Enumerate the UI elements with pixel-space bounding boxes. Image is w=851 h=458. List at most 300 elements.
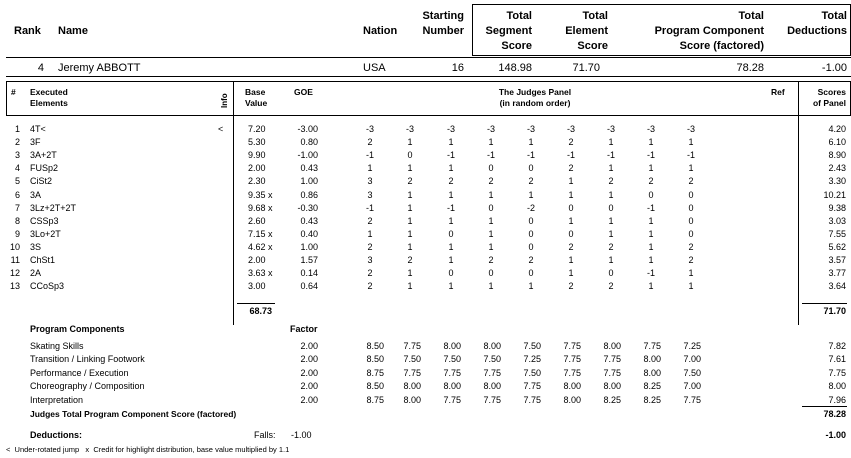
element-score: 3.77 bbox=[828, 268, 846, 279]
judge-score: 1 bbox=[488, 215, 494, 226]
element-base-value: 9.68 x bbox=[248, 202, 273, 213]
element-base-value: 2.00 bbox=[248, 163, 266, 174]
judge-score: 0 bbox=[528, 228, 534, 239]
component-judge-score: 7.75 bbox=[443, 367, 461, 378]
component-judge-score: 7.25 bbox=[523, 354, 541, 365]
component-judge-score: 8.00 bbox=[483, 381, 501, 392]
judge-score: -1 bbox=[686, 150, 695, 161]
element-info: < bbox=[218, 124, 224, 134]
component-factor: 2.00 bbox=[300, 367, 318, 378]
legend: < Under-rotated jump x Credit for highlight distribution, base value multiplied by 1.1 bbox=[6, 445, 290, 454]
element-number: 13 bbox=[9, 281, 20, 292]
component-judge-score: 7.50 bbox=[483, 354, 501, 365]
component-judge-score: 8.00 bbox=[403, 394, 421, 405]
component-judge-score: 8.25 bbox=[603, 394, 621, 405]
component-judge-score: 7.50 bbox=[403, 354, 421, 365]
judge-score: 2 bbox=[608, 176, 614, 187]
judge-score: 1 bbox=[648, 255, 654, 265]
judge-score: -1 bbox=[365, 150, 374, 161]
component-judge-score: 8.25 bbox=[643, 394, 661, 405]
element-score: 9.38 bbox=[828, 202, 846, 213]
judge-score: -1 bbox=[486, 150, 495, 161]
elements-header-divider-2 bbox=[798, 81, 799, 116]
component-judge-score: 8.00 bbox=[443, 341, 461, 351]
judge-score: -1 bbox=[566, 150, 575, 161]
component-factor: 2.00 bbox=[300, 341, 318, 351]
deductions-label: Deductions: bbox=[30, 430, 83, 440]
component-judge-score: 8.75 bbox=[366, 394, 384, 405]
element-name: 3S bbox=[30, 241, 42, 252]
component-judge-score: 7.75 bbox=[443, 394, 461, 405]
skater-row-bottom-line bbox=[6, 76, 851, 77]
component-judge-score: 7.75 bbox=[603, 367, 621, 378]
judge-score: 1 bbox=[367, 163, 373, 174]
component-judge-score: 7.25 bbox=[683, 341, 701, 351]
element-base-value: 9.90 bbox=[248, 150, 266, 161]
nation-header: Nation bbox=[363, 25, 398, 37]
component-name: Skating Skills bbox=[30, 341, 84, 351]
element-number: 11 bbox=[10, 255, 20, 265]
judge-score: -1 bbox=[365, 202, 374, 213]
element-goe: 0.80 bbox=[300, 137, 318, 148]
judge-score: 1 bbox=[568, 268, 574, 279]
component-score: 7.75 bbox=[828, 367, 846, 378]
elements-header-box bbox=[6, 81, 851, 116]
component-judge-score: 7.75 bbox=[683, 394, 701, 405]
judge-score: 1 bbox=[528, 137, 534, 148]
component-judge-score: 7.50 bbox=[523, 367, 541, 378]
judge-score: 1 bbox=[407, 137, 413, 148]
element-number: 9 bbox=[14, 228, 20, 239]
element-score: 2.43 bbox=[828, 163, 846, 174]
element-score: 5.62 bbox=[828, 241, 846, 252]
skater-row-top-line bbox=[6, 57, 851, 58]
judge-score: 1 bbox=[407, 202, 413, 213]
element-number: 12 bbox=[9, 268, 20, 279]
name-header: Name bbox=[58, 25, 88, 37]
ded-header-1: Total bbox=[821, 10, 847, 22]
element-number: 2 bbox=[14, 137, 20, 148]
element-name: 3Lz+2T+2T bbox=[30, 202, 77, 213]
judge-score: 1 bbox=[407, 241, 413, 252]
element-goe: -1.00 bbox=[297, 150, 318, 161]
judge-score: 1 bbox=[448, 215, 454, 226]
judge-score: 2 bbox=[688, 176, 694, 187]
component-name: Interpretation bbox=[30, 394, 84, 405]
element-goe: 0.64 bbox=[300, 281, 318, 292]
component-judge-score: 8.00 bbox=[563, 394, 581, 405]
component-judge-score: 8.00 bbox=[443, 381, 461, 392]
element-number: 7 bbox=[14, 202, 20, 213]
elements-total-score: 71.70 bbox=[823, 306, 846, 316]
judge-score: 1 bbox=[648, 241, 654, 252]
component-judge-score: 7.75 bbox=[563, 367, 581, 378]
element-name: FUSp2 bbox=[30, 163, 59, 174]
element-name: 2A bbox=[30, 268, 42, 279]
element-name: 3A+2T bbox=[30, 150, 57, 161]
judge-score: 2 bbox=[568, 163, 574, 174]
component-factor: 2.00 bbox=[300, 394, 318, 405]
element-name: ChSt1 bbox=[30, 255, 56, 265]
element-number: 1 bbox=[14, 124, 20, 134]
judge-score: 0 bbox=[568, 228, 574, 239]
component-judge-score: 8.25 bbox=[643, 381, 661, 392]
component-score: 7.61 bbox=[828, 354, 846, 365]
pcs-total-line bbox=[802, 406, 847, 407]
judge-score: 2 bbox=[688, 241, 694, 252]
num-header: # bbox=[11, 87, 16, 97]
tes-header-1: Total bbox=[582, 10, 608, 22]
component-judge-score: 7.75 bbox=[483, 394, 501, 405]
judge-score: 1 bbox=[448, 255, 454, 265]
judge-score: 0 bbox=[528, 241, 534, 252]
judge-score: 1 bbox=[488, 189, 494, 200]
component-judge-score: 7.75 bbox=[603, 354, 621, 365]
deductions-total: -1.00 bbox=[825, 430, 846, 440]
component-judge-score: 7.75 bbox=[523, 394, 541, 405]
element-name: 3F bbox=[30, 137, 41, 148]
ref-header: Ref bbox=[771, 87, 785, 97]
skater-start: 16 bbox=[451, 62, 464, 74]
component-judge-score: 7.50 bbox=[443, 354, 461, 365]
judge-score: 2 bbox=[448, 176, 454, 187]
judge-score: 1 bbox=[407, 189, 413, 200]
component-judge-score: 8.00 bbox=[603, 341, 621, 351]
judge-score: 0 bbox=[568, 202, 574, 213]
element-score: 3.30 bbox=[828, 176, 846, 187]
component-factor: 2.00 bbox=[300, 354, 318, 365]
element-name: 3A bbox=[30, 189, 42, 200]
judge-score: 3 bbox=[367, 189, 373, 200]
element-base-value: 7.15 x bbox=[248, 228, 273, 239]
judge-score: 0 bbox=[528, 268, 534, 279]
judge-score: 1 bbox=[488, 241, 494, 252]
component-judge-score: 7.75 bbox=[403, 367, 421, 378]
element-base-value: 4.62 x bbox=[248, 241, 273, 252]
judge-score: 2 bbox=[568, 241, 574, 252]
judge-score: 1 bbox=[448, 241, 454, 252]
skater-tes: 71.70 bbox=[572, 62, 600, 74]
tes-header-2: Element bbox=[565, 25, 608, 37]
element-name: CSSp3 bbox=[30, 215, 59, 226]
component-judge-score: 8.50 bbox=[366, 381, 384, 392]
judge-score: 1 bbox=[688, 163, 694, 174]
judge-score: 2 bbox=[407, 176, 413, 187]
bv-total-line bbox=[237, 303, 275, 304]
falls-label: Falls: bbox=[254, 430, 276, 440]
component-judge-score: 7.75 bbox=[523, 381, 541, 392]
tes-header-3: Score bbox=[577, 40, 608, 52]
pcs-header-2: Program Component bbox=[654, 25, 764, 37]
element-base-value: 9.35 x bbox=[248, 189, 273, 200]
exec-header-1: Executed bbox=[30, 87, 68, 97]
rank-header: Rank bbox=[14, 25, 41, 37]
element-score: 3.64 bbox=[828, 281, 846, 292]
judge-score: 1 bbox=[407, 228, 413, 239]
judge-score: 1 bbox=[528, 281, 534, 292]
tss-header-1: Total bbox=[506, 10, 532, 22]
judge-score: 2 bbox=[488, 176, 494, 187]
judge-score: 0 bbox=[688, 189, 694, 200]
component-judge-score: 7.75 bbox=[563, 354, 581, 365]
judge-score: 2 bbox=[648, 176, 654, 187]
judge-score: 2 bbox=[367, 137, 373, 148]
element-goe: -3.00 bbox=[297, 124, 318, 134]
judge-score: -1 bbox=[446, 150, 455, 161]
judge-score: 0 bbox=[528, 215, 534, 226]
component-score: 8.00 bbox=[828, 381, 846, 392]
judge-score: -1 bbox=[646, 268, 655, 279]
element-base-value: 3.63 x bbox=[248, 268, 273, 279]
skater-nation: USA bbox=[363, 62, 386, 74]
judge-score: 1 bbox=[648, 163, 654, 174]
judge-score: 1 bbox=[648, 137, 654, 148]
component-judge-score: 8.00 bbox=[563, 381, 581, 392]
exec-header-2: Elements bbox=[30, 98, 68, 108]
element-name: 3Lo+2T bbox=[30, 228, 61, 239]
judge-score: 1 bbox=[407, 268, 413, 279]
judge-score: 2 bbox=[608, 281, 614, 292]
tss-header-3: Score bbox=[501, 40, 532, 52]
element-goe: 1.00 bbox=[300, 241, 318, 252]
elements-header-divider-1 bbox=[233, 81, 234, 116]
element-number: 10 bbox=[9, 241, 20, 252]
judge-score: 0 bbox=[608, 202, 614, 213]
component-judge-score: 7.75 bbox=[403, 341, 421, 351]
judge-score: 0 bbox=[608, 268, 614, 279]
skater-tss: 148.98 bbox=[498, 62, 532, 74]
judge-score: 1 bbox=[448, 281, 454, 292]
judge-score: 1 bbox=[407, 215, 413, 226]
judge-score: -3 bbox=[566, 124, 575, 134]
judge-score: 1 bbox=[608, 189, 614, 200]
judge-score: -1 bbox=[646, 150, 655, 161]
judge-score: -3 bbox=[486, 124, 495, 134]
judge-score: 1 bbox=[568, 255, 574, 265]
judge-score: 1 bbox=[528, 189, 534, 200]
element-goe: -0.30 bbox=[297, 202, 318, 213]
component-judge-score: 8.50 bbox=[366, 341, 384, 351]
panel-header-1: The Judges Panel bbox=[498, 87, 572, 97]
starting-header-1: Starting bbox=[422, 10, 464, 22]
skater-name: Jeremy ABBOTT bbox=[58, 62, 141, 74]
judge-score: 2 bbox=[367, 268, 373, 279]
judge-score: 1 bbox=[488, 228, 494, 239]
element-base-value: 5.30 bbox=[248, 137, 266, 148]
judge-score: 0 bbox=[488, 163, 494, 174]
judge-score: -3 bbox=[446, 124, 455, 134]
judge-score: 2 bbox=[568, 137, 574, 148]
component-judge-score: 8.75 bbox=[366, 367, 384, 378]
component-judge-score: 8.00 bbox=[643, 367, 661, 378]
judge-score: 0 bbox=[448, 268, 454, 279]
judge-score: -3 bbox=[686, 124, 695, 134]
judge-score: 3 bbox=[367, 255, 373, 265]
judge-score: 1 bbox=[688, 137, 694, 148]
judge-score: 1 bbox=[448, 189, 454, 200]
element-name: 4T< bbox=[30, 124, 46, 134]
element-score: 7.55 bbox=[828, 228, 846, 239]
component-score: 7.82 bbox=[828, 341, 846, 351]
judge-score: 1 bbox=[488, 281, 494, 292]
pcs-total-label: Judges Total Program Component Score (factored) bbox=[30, 409, 237, 419]
element-base-value: 3.00 bbox=[248, 281, 266, 292]
judge-score: -3 bbox=[405, 124, 414, 134]
judge-score: 1 bbox=[407, 163, 413, 174]
component-judge-score: 8.00 bbox=[643, 354, 661, 365]
judge-score: 0 bbox=[688, 215, 694, 226]
element-goe: 1.00 bbox=[300, 176, 318, 187]
judge-score: -3 bbox=[526, 124, 535, 134]
judge-score: -1 bbox=[526, 150, 535, 161]
component-judge-score: 7.75 bbox=[563, 341, 581, 351]
component-judge-score: 7.00 bbox=[683, 354, 701, 365]
judge-score: 0 bbox=[488, 268, 494, 279]
component-judge-score: 8.50 bbox=[366, 354, 384, 365]
component-judge-score: 8.00 bbox=[483, 341, 501, 351]
judge-score: 2 bbox=[488, 255, 494, 265]
component-judge-score: 7.00 bbox=[683, 381, 701, 392]
element-score: 10.21 bbox=[823, 189, 846, 200]
judge-score: 1 bbox=[608, 163, 614, 174]
element-goe: 0.86 bbox=[300, 189, 318, 200]
info-header: Info bbox=[220, 93, 229, 108]
judge-score: -1 bbox=[646, 202, 655, 213]
judge-score: -3 bbox=[606, 124, 615, 134]
judge-score: 1 bbox=[608, 255, 614, 265]
judge-score: 0 bbox=[407, 150, 413, 161]
judge-score: 1 bbox=[448, 137, 454, 148]
judge-score: 1 bbox=[648, 281, 654, 292]
element-base-value: 2.00 bbox=[248, 255, 266, 265]
elements-body-divider-1 bbox=[233, 116, 234, 325]
scores-header-1: Scores bbox=[817, 87, 846, 97]
judge-score: 2 bbox=[367, 215, 373, 226]
pcs-header-1: Total bbox=[738, 10, 764, 22]
judge-score: 1 bbox=[568, 189, 574, 200]
judge-score: -3 bbox=[365, 124, 374, 134]
component-score: 7.96 bbox=[828, 394, 846, 405]
judge-score: 1 bbox=[488, 137, 494, 148]
judge-score: 2 bbox=[367, 281, 373, 292]
judge-score: 2 bbox=[608, 241, 614, 252]
judge-score: 0 bbox=[688, 228, 694, 239]
judge-score: 1 bbox=[608, 215, 614, 226]
elements-total-bv: 68.73 bbox=[249, 306, 272, 316]
component-judge-score: 8.00 bbox=[403, 381, 421, 392]
starting-header-2: Number bbox=[422, 25, 464, 37]
judge-score: 1 bbox=[568, 176, 574, 187]
component-judge-score: 8.00 bbox=[603, 381, 621, 392]
judge-score: 1 bbox=[648, 215, 654, 226]
component-factor: 2.00 bbox=[300, 381, 318, 392]
judge-score: 1 bbox=[608, 228, 614, 239]
element-score: 4.20 bbox=[828, 124, 846, 134]
pcs-total: 78.28 bbox=[823, 409, 846, 419]
component-name: Transition / Linking Footwork bbox=[30, 354, 145, 365]
element-goe: 0.43 bbox=[300, 163, 318, 174]
element-goe: 0.43 bbox=[300, 215, 318, 226]
panel-header-2: (in random order) bbox=[499, 98, 571, 108]
element-goe: 1.57 bbox=[300, 255, 318, 265]
judge-score: 0 bbox=[448, 228, 454, 239]
judge-score: 2 bbox=[407, 255, 413, 265]
judge-score: 1 bbox=[568, 215, 574, 226]
falls-value: -1.00 bbox=[291, 430, 312, 440]
element-number: 3 bbox=[14, 150, 20, 161]
judge-score: 2 bbox=[528, 176, 534, 187]
judge-score: 0 bbox=[488, 202, 494, 213]
judge-score: 1 bbox=[407, 281, 413, 292]
skater-rank: 4 bbox=[37, 62, 44, 74]
judge-score: 1 bbox=[367, 228, 373, 239]
element-number: 5 bbox=[14, 176, 20, 187]
element-base-value: 2.30 bbox=[248, 176, 266, 187]
component-judge-score: 7.50 bbox=[683, 367, 701, 378]
element-base-value: 2.60 bbox=[248, 215, 266, 226]
judge-score: 1 bbox=[648, 228, 654, 239]
judge-score: 0 bbox=[688, 202, 694, 213]
element-goe: 0.14 bbox=[300, 268, 318, 279]
component-judge-score: 7.75 bbox=[643, 341, 661, 351]
judge-score: 2 bbox=[688, 255, 694, 265]
element-name: CCoSp3 bbox=[30, 281, 65, 292]
element-score: 6.10 bbox=[828, 137, 846, 148]
component-judge-score: 7.75 bbox=[483, 367, 501, 378]
goe-header: GOE bbox=[294, 87, 313, 97]
element-name: CiSt2 bbox=[30, 176, 53, 187]
base-header-2: Value bbox=[245, 98, 268, 108]
judge-score: 2 bbox=[528, 255, 534, 265]
skater-ded: -1.00 bbox=[821, 62, 847, 74]
score-total-line bbox=[802, 303, 847, 304]
judge-score: 0 bbox=[648, 189, 654, 200]
judge-score: 0 bbox=[528, 163, 534, 174]
element-goe: 0.40 bbox=[300, 228, 318, 239]
component-judge-score: 7.50 bbox=[523, 341, 541, 351]
judge-score: 1 bbox=[688, 281, 694, 292]
element-number: 6 bbox=[14, 189, 20, 200]
component-name: Performance / Execution bbox=[30, 367, 129, 378]
judge-score: 2 bbox=[568, 281, 574, 292]
element-base-value: 7.20 bbox=[248, 124, 266, 134]
tss-header-2: Segment bbox=[485, 25, 532, 37]
pcs-header-3: Score (factored) bbox=[679, 40, 764, 52]
judge-score: 1 bbox=[688, 268, 694, 279]
element-score: 8.90 bbox=[828, 150, 846, 161]
component-name: Choreography / Composition bbox=[30, 381, 145, 392]
judge-score: -1 bbox=[606, 150, 615, 161]
element-number: 8 bbox=[14, 215, 20, 226]
judge-score: 2 bbox=[367, 241, 373, 252]
components-header: Program Components bbox=[30, 324, 125, 334]
judge-score: -2 bbox=[526, 202, 535, 213]
element-score: 3.57 bbox=[828, 255, 846, 265]
judge-score: 3 bbox=[367, 176, 373, 187]
judge-score: -1 bbox=[446, 202, 455, 213]
element-number: 4 bbox=[14, 163, 20, 174]
judge-score: 1 bbox=[448, 163, 454, 174]
judge-score: 1 bbox=[608, 137, 614, 148]
judge-score: -3 bbox=[646, 124, 655, 134]
scores-header-2: of Panel bbox=[812, 98, 846, 108]
element-score: 3.03 bbox=[828, 215, 846, 226]
elements-body-divider-2 bbox=[798, 116, 799, 325]
factor-header: Factor bbox=[290, 324, 318, 334]
skater-pcs: 78.28 bbox=[736, 62, 764, 74]
base-header-1: Base bbox=[245, 87, 266, 97]
ded-header-2: Deductions bbox=[787, 25, 847, 37]
